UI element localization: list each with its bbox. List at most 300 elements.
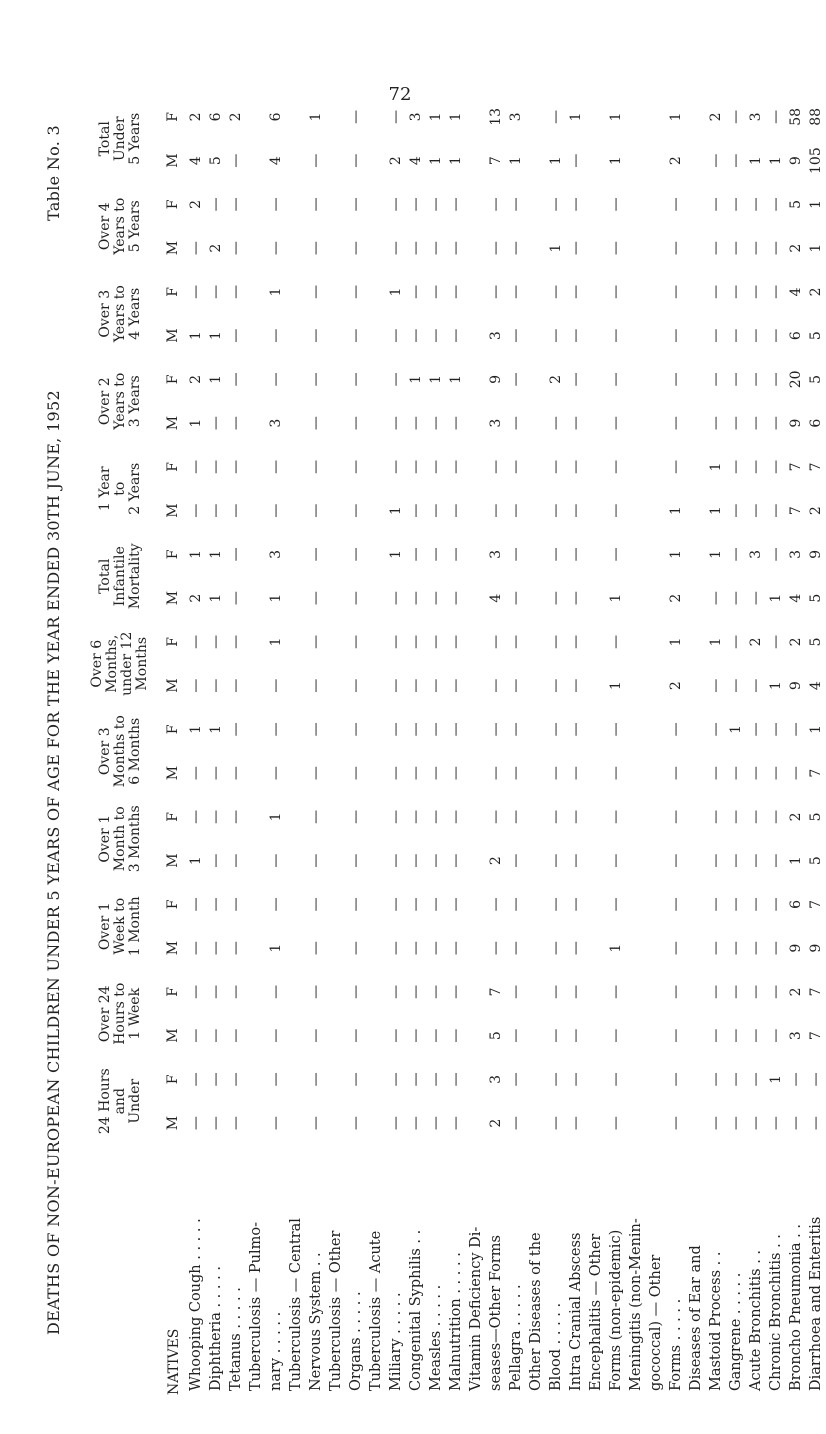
age-group-label-line: Over 4 xyxy=(96,202,113,251)
death-count-cell xyxy=(686,314,706,358)
death-count-cell: — xyxy=(548,284,564,299)
age-group-label-line: Over 3 xyxy=(96,727,113,776)
table-row xyxy=(566,95,586,1395)
death-count-cell: 9 xyxy=(788,156,804,166)
death-count-cell: — xyxy=(308,766,324,781)
age-group-label-line: Years to xyxy=(111,197,128,255)
death-count-cell xyxy=(646,751,666,795)
death-count-cell: — xyxy=(548,197,564,212)
death-count-cell: — xyxy=(768,809,784,824)
death-count-cell: 3 xyxy=(268,418,284,428)
death-count-cell: — xyxy=(448,1116,464,1131)
death-count-cell xyxy=(366,1058,386,1102)
sex-header-male: M xyxy=(165,1028,181,1043)
age-group-label-line: and xyxy=(111,1088,128,1115)
death-count-cell xyxy=(586,751,606,795)
death-count-cell: 1 xyxy=(268,812,284,822)
death-count-cell: — xyxy=(748,984,764,999)
death-count-cell: 20 xyxy=(788,370,804,389)
death-count-cell xyxy=(586,970,606,1014)
death-count-cell xyxy=(326,533,346,577)
death-count-cell: 1 xyxy=(308,112,324,122)
death-count-cell: 88 xyxy=(808,107,824,126)
death-count-cell xyxy=(526,533,546,577)
death-count-cell: — xyxy=(448,853,464,868)
death-count-cell: — xyxy=(388,766,404,781)
death-count-cell xyxy=(326,664,346,708)
death-count-cell: 13 xyxy=(488,107,504,126)
death-count-cell: — xyxy=(308,372,324,387)
age-group-label-line: 2 Years xyxy=(126,462,143,515)
death-count-cell xyxy=(626,226,646,270)
death-count-cell xyxy=(686,1101,706,1145)
death-count-cell: — xyxy=(708,372,724,387)
death-count-cell: 1 xyxy=(388,506,404,516)
death-count-cell xyxy=(526,708,546,752)
death-count-cell xyxy=(466,489,486,533)
death-count-cell xyxy=(466,664,486,708)
death-count-cell: 4 xyxy=(408,156,424,166)
cause-of-death: Measles . . . . . xyxy=(428,1284,444,1391)
death-count-cell: — xyxy=(568,853,584,868)
death-count-cell xyxy=(466,620,486,664)
sex-header-male: M xyxy=(165,240,181,256)
table-row xyxy=(446,95,466,1395)
death-count-cell: 1 xyxy=(568,112,584,122)
sex-header-male: M xyxy=(165,503,181,518)
death-count-cell: — xyxy=(668,328,684,343)
death-count-cell: — xyxy=(608,1116,624,1131)
death-count-cell xyxy=(466,576,486,620)
death-count-cell: — xyxy=(408,416,424,431)
cause-of-death: Tuberculosis — Acute xyxy=(368,1230,384,1391)
death-count-cell: — xyxy=(388,853,404,868)
death-count-cell xyxy=(286,445,306,489)
death-count-cell: — xyxy=(348,153,364,168)
death-count-cell: — xyxy=(228,328,244,343)
death-count-cell: — xyxy=(708,678,724,693)
table-row xyxy=(726,95,746,1395)
death-count-cell: 9 xyxy=(808,549,824,559)
table-row xyxy=(626,95,646,1395)
death-count-cell: 2 xyxy=(808,506,824,516)
age-group-label-line: 24 Hours xyxy=(96,1068,113,1135)
death-count-cell xyxy=(646,576,666,620)
death-count-cell: — xyxy=(708,241,724,256)
death-count-cell xyxy=(646,1058,666,1102)
death-count-cell: — xyxy=(448,284,464,299)
death-count-cell: — xyxy=(568,897,584,912)
age-group-header xyxy=(80,95,160,183)
death-count-cell xyxy=(366,489,386,533)
death-count-cell: 2 xyxy=(488,856,504,866)
death-count-cell xyxy=(646,926,666,970)
death-count-cell: — xyxy=(388,809,404,824)
death-count-cell xyxy=(366,139,386,183)
death-count-cell xyxy=(326,183,346,227)
death-count-cell: — xyxy=(428,284,444,299)
death-count-cell: — xyxy=(308,809,324,824)
death-count-cell: — xyxy=(388,372,404,387)
sex-header-female: F xyxy=(165,112,181,122)
death-count-cell xyxy=(686,489,706,533)
death-count-cell: 1 xyxy=(808,243,824,253)
death-count-cell xyxy=(586,795,606,839)
death-count-cell: — xyxy=(388,1028,404,1043)
table-row xyxy=(406,95,426,1395)
death-count-cell: 5 xyxy=(808,374,824,384)
cause-of-death: Diphtheria . . . . . xyxy=(208,1266,224,1391)
death-count-cell xyxy=(686,445,706,489)
death-count-cell: 7 xyxy=(808,987,824,997)
death-count-cell: — xyxy=(548,941,564,956)
death-count-cell: — xyxy=(768,109,784,124)
death-count-cell: — xyxy=(508,459,524,474)
death-count-cell: 4 xyxy=(268,156,284,166)
death-count-cell: 1 xyxy=(608,943,624,953)
death-count-cell xyxy=(326,926,346,970)
death-count-cell: — xyxy=(608,853,624,868)
death-count-cell: — xyxy=(708,153,724,168)
death-count-cell: 1 xyxy=(668,112,684,122)
death-count-cell xyxy=(526,314,546,358)
table-row xyxy=(226,95,246,1395)
death-count-cell xyxy=(586,445,606,489)
death-count-cell: — xyxy=(728,284,744,299)
death-count-cell xyxy=(646,883,666,927)
table-body xyxy=(186,95,826,1395)
death-count-cell xyxy=(626,926,646,970)
death-count-cell xyxy=(526,1058,546,1102)
death-count-cell: — xyxy=(308,197,324,212)
table-row xyxy=(606,95,626,1395)
death-count-cell: — xyxy=(228,722,244,737)
death-count-cell: 1 xyxy=(208,331,224,341)
death-count-cell xyxy=(286,620,306,664)
death-count-cell: — xyxy=(448,241,464,256)
death-count-cell: 3 xyxy=(408,112,424,122)
table-row xyxy=(246,95,266,1395)
death-count-cell: — xyxy=(408,459,424,474)
death-count-cell: — xyxy=(768,897,784,912)
death-count-cell: 1 xyxy=(608,112,624,122)
death-count-cell: — xyxy=(228,547,244,562)
age-group-label-line: Over 24 xyxy=(96,985,113,1043)
age-group-label-line: 1 Month xyxy=(126,896,143,957)
death-count-cell: — xyxy=(548,328,564,343)
death-count-cell: — xyxy=(188,1116,204,1131)
death-count-cell: — xyxy=(308,1028,324,1043)
death-count-cell xyxy=(366,839,386,883)
death-count-cell: 2 xyxy=(188,199,204,209)
death-count-cell: — xyxy=(348,853,364,868)
death-count-cell: — xyxy=(428,328,444,343)
death-count-cell: — xyxy=(508,941,524,956)
death-count-cell xyxy=(286,751,306,795)
death-count-cell: — xyxy=(268,1028,284,1043)
death-count-cell: — xyxy=(668,984,684,999)
death-count-cell: — xyxy=(428,722,444,737)
age-group-label-line: 3 Months xyxy=(126,805,143,873)
death-count-cell xyxy=(646,270,666,314)
death-count-cell: — xyxy=(508,1072,524,1087)
death-count-cell xyxy=(466,970,486,1014)
death-count-cell: 1 xyxy=(208,374,224,384)
death-count-cell: — xyxy=(228,372,244,387)
death-count-cell: — xyxy=(188,897,204,912)
death-count-cell xyxy=(286,664,306,708)
death-count-cell: 4 xyxy=(488,593,504,603)
death-count-cell xyxy=(526,664,546,708)
sex-header-male: M xyxy=(165,590,181,606)
death-count-cell: — xyxy=(548,1028,564,1043)
death-count-cell xyxy=(326,795,346,839)
death-count-cell: — xyxy=(708,328,724,343)
death-count-cell: — xyxy=(348,766,364,781)
death-count-cell: — xyxy=(808,1072,824,1087)
death-count-cell xyxy=(466,926,486,970)
death-count-cell: 5 xyxy=(808,637,824,647)
death-count-cell: — xyxy=(728,503,744,518)
death-count-cell: — xyxy=(708,416,724,431)
death-count-cell: — xyxy=(188,678,204,693)
death-count-cell: — xyxy=(608,372,624,387)
death-count-cell: 4 xyxy=(188,156,204,166)
death-count-cell: — xyxy=(568,1072,584,1087)
death-count-cell xyxy=(646,489,666,533)
death-count-cell: — xyxy=(228,634,244,649)
death-count-cell: — xyxy=(388,241,404,256)
age-group-label-line: 1 Week xyxy=(126,987,143,1040)
table-row xyxy=(306,95,326,1395)
death-count-cell xyxy=(526,95,546,139)
death-count-cell: 2 xyxy=(188,112,204,122)
cause-of-death: Mastoid Process . . xyxy=(708,1251,724,1391)
death-count-cell xyxy=(246,358,266,402)
table-row xyxy=(286,95,306,1395)
death-count-cell: — xyxy=(608,197,624,212)
death-count-cell xyxy=(286,489,306,533)
cause-of-death: Forms . . . . . xyxy=(668,1298,684,1391)
death-count-cell: — xyxy=(748,372,764,387)
death-count-cell xyxy=(286,314,306,358)
death-count-cell xyxy=(526,970,546,1014)
death-count-cell: — xyxy=(748,1116,764,1131)
death-count-cell: — xyxy=(608,328,624,343)
age-group-label-line: Infantile xyxy=(111,546,128,607)
death-count-cell: — xyxy=(768,284,784,299)
death-count-cell: — xyxy=(428,941,444,956)
death-count-cell: — xyxy=(748,503,764,518)
death-count-cell: — xyxy=(388,591,404,606)
death-count-cell: — xyxy=(768,241,784,256)
death-count-cell xyxy=(646,708,666,752)
death-count-cell: — xyxy=(348,678,364,693)
death-count-cell: — xyxy=(308,241,324,256)
death-count-cell: — xyxy=(208,766,224,781)
death-count-cell xyxy=(466,445,486,489)
death-count-cell: — xyxy=(768,197,784,212)
death-count-cell xyxy=(626,314,646,358)
death-count-cell xyxy=(646,664,666,708)
death-count-cell: — xyxy=(208,678,224,693)
death-count-cell: 2 xyxy=(788,812,804,822)
death-count-cell: — xyxy=(748,722,764,737)
death-count-cell: — xyxy=(508,634,524,649)
sex-header-male: M xyxy=(165,153,181,168)
death-count-cell: 2 xyxy=(668,681,684,691)
age-group-header xyxy=(80,795,160,883)
death-count-cell xyxy=(686,95,706,139)
death-count-cell: — xyxy=(668,941,684,956)
death-count-cell: — xyxy=(788,1116,804,1131)
death-count-cell: — xyxy=(428,1116,444,1131)
death-count-cell: — xyxy=(708,1028,724,1043)
sex-header-male: M xyxy=(165,415,181,431)
death-count-cell: — xyxy=(448,459,464,474)
death-count-cell: 1 xyxy=(208,549,224,559)
death-count-cell: — xyxy=(608,984,624,999)
death-count-cell: — xyxy=(748,328,764,343)
sex-header-female: F xyxy=(165,899,181,910)
death-count-cell xyxy=(366,95,386,139)
death-count-cell: — xyxy=(388,984,404,999)
death-count-cell: — xyxy=(448,503,464,518)
death-count-cell xyxy=(586,708,606,752)
mortality-table xyxy=(80,95,826,1395)
death-count-cell: — xyxy=(508,284,524,299)
death-count-cell: 1 xyxy=(608,156,624,166)
death-count-cell: — xyxy=(208,853,224,868)
death-count-cell: — xyxy=(448,722,464,737)
death-count-cell: — xyxy=(768,328,784,343)
death-count-cell xyxy=(686,533,706,577)
death-count-cell: — xyxy=(728,941,744,956)
sex-header-male: M xyxy=(165,328,181,343)
death-count-cell xyxy=(246,839,266,883)
death-count-cell: 6 xyxy=(808,418,824,428)
death-count-cell xyxy=(626,839,646,883)
death-count-cell: — xyxy=(408,941,424,956)
death-count-cell: — xyxy=(268,328,284,343)
cause-of-death: Vitamin Deficiency Di- xyxy=(468,1226,484,1391)
cause-of-death: Congenital Syphilis . . xyxy=(408,1229,424,1391)
death-count-cell xyxy=(366,1014,386,1058)
sex-header-female: F xyxy=(165,724,181,735)
death-count-cell: — xyxy=(308,897,324,912)
death-count-cell xyxy=(326,270,346,314)
death-count-cell: — xyxy=(308,984,324,999)
death-count-cell: — xyxy=(348,809,364,824)
death-count-cell: — xyxy=(208,1116,224,1131)
death-count-cell xyxy=(286,970,306,1014)
death-count-cell: — xyxy=(428,853,444,868)
death-count-cell: — xyxy=(608,416,624,431)
death-count-cell xyxy=(326,226,346,270)
death-count-cell xyxy=(586,620,606,664)
death-count-cell: — xyxy=(548,809,564,824)
death-count-cell: — xyxy=(348,941,364,956)
death-count-cell xyxy=(466,183,486,227)
death-count-cell: — xyxy=(708,809,724,824)
death-count-cell: — xyxy=(728,809,744,824)
death-count-cell: — xyxy=(268,241,284,256)
death-count-cell: 1 xyxy=(768,681,784,691)
death-count-cell: — xyxy=(228,241,244,256)
death-count-cell: — xyxy=(348,634,364,649)
age-group-label-line: Mortality xyxy=(126,543,143,610)
death-count-cell: — xyxy=(388,941,404,956)
death-count-cell: 3 xyxy=(488,331,504,341)
table-row xyxy=(546,95,566,1395)
death-count-cell: 1 xyxy=(708,462,724,472)
table-row xyxy=(266,95,286,1395)
death-count-cell xyxy=(626,970,646,1014)
death-count-cell: — xyxy=(308,678,324,693)
death-count-cell xyxy=(586,314,606,358)
death-count-cell: 1 xyxy=(668,506,684,516)
death-count-cell: 6 xyxy=(788,331,804,341)
death-count-cell: 1 xyxy=(268,637,284,647)
death-count-cell xyxy=(646,401,666,445)
death-count-cell xyxy=(466,795,486,839)
death-count-cell: — xyxy=(708,984,724,999)
death-count-cell: — xyxy=(408,984,424,999)
death-count-cell: 9 xyxy=(488,374,504,384)
death-count-cell xyxy=(286,533,306,577)
death-count-cell xyxy=(686,883,706,927)
death-count-cell: — xyxy=(348,241,364,256)
death-count-cell: — xyxy=(568,634,584,649)
death-count-cell xyxy=(526,445,546,489)
death-count-cell xyxy=(466,401,486,445)
death-count-cell: — xyxy=(428,503,444,518)
death-count-cell: — xyxy=(608,547,624,562)
cause-of-death: Miliary . . . . . xyxy=(388,1292,404,1391)
cause-of-death: Gangrene . . . . . xyxy=(728,1272,744,1391)
death-count-cell: 1 xyxy=(428,374,444,384)
death-count-cell xyxy=(466,358,486,402)
death-count-cell: — xyxy=(308,328,324,343)
death-count-cell: 5 xyxy=(808,331,824,341)
table-row xyxy=(806,95,826,1395)
table-row xyxy=(486,95,506,1395)
death-count-cell xyxy=(686,926,706,970)
death-count-cell xyxy=(466,139,486,183)
death-count-cell xyxy=(526,226,546,270)
death-count-cell: — xyxy=(548,416,564,431)
cause-of-death: Tuberculosis — Central xyxy=(288,1218,304,1391)
death-count-cell: — xyxy=(768,634,784,649)
death-count-cell: 1 xyxy=(188,418,204,428)
death-count-cell xyxy=(626,489,646,533)
death-count-cell xyxy=(526,620,546,664)
death-count-cell: — xyxy=(548,678,564,693)
death-count-cell: — xyxy=(728,897,744,912)
death-count-cell xyxy=(626,883,646,927)
cause-of-death: seases—Other Forms xyxy=(488,1235,504,1391)
death-count-cell: — xyxy=(308,634,324,649)
age-group-label-line: Years to xyxy=(111,285,128,343)
death-count-cell: — xyxy=(388,1072,404,1087)
death-count-cell: — xyxy=(668,197,684,212)
death-count-cell xyxy=(366,795,386,839)
death-count-cell: — xyxy=(608,766,624,781)
death-count-cell: — xyxy=(748,241,764,256)
death-count-cell xyxy=(526,139,546,183)
death-count-cell xyxy=(326,1101,346,1145)
death-count-cell xyxy=(586,183,606,227)
